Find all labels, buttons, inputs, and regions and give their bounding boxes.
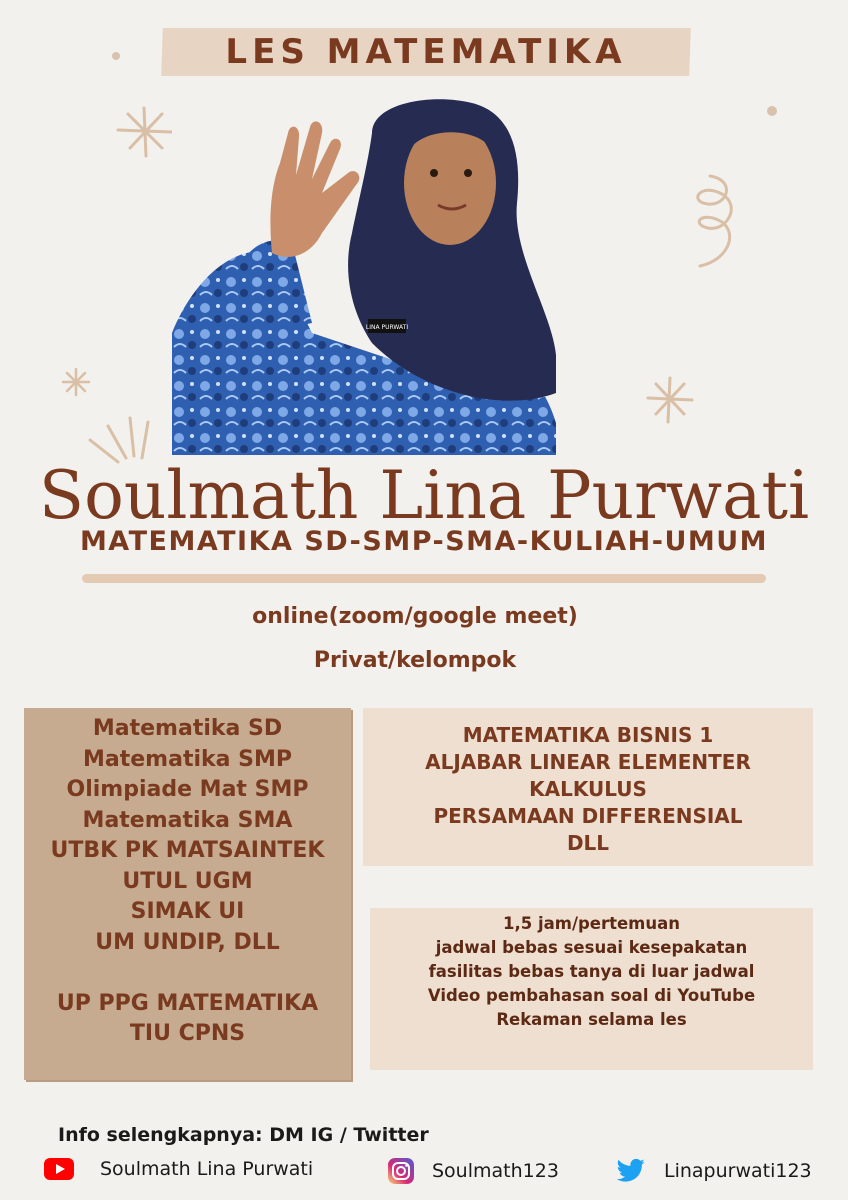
list-item: Video pembahasan soal di YouTube <box>427 986 756 1005</box>
list-item: UTUL UGM <box>122 868 253 894</box>
instagram-link[interactable] <box>388 1158 559 1184</box>
list-item: Matematika SMP <box>83 746 292 772</box>
list-spacer <box>24 958 351 989</box>
instagram-icon <box>388 1158 414 1184</box>
list-item: MATEMATIKA BISNIS 1 <box>462 723 714 747</box>
twitter-label: Linapurwati123 <box>664 1160 812 1182</box>
small-star-decoration-icon <box>60 366 92 398</box>
college-subjects-box <box>363 708 813 866</box>
youtube-link[interactable] <box>44 1158 313 1180</box>
list-item: Olimpiade Mat SMP <box>66 777 309 802</box>
twitter-icon <box>616 1158 646 1184</box>
divider <box>82 574 766 583</box>
list-item: fasilitas bebas tanya di luar jadwal <box>428 962 755 981</box>
instagram-label: Soulmath123 <box>432 1160 559 1182</box>
list-item: UM UNDIP, DLL <box>95 929 280 955</box>
dot-decoration <box>112 52 120 60</box>
name-badge-text: LINA PURWATI <box>365 324 409 331</box>
contact-info-text: Info selengkapnya: DM IG / Twitter <box>58 1124 429 1146</box>
school-subjects-box <box>24 708 351 1080</box>
list-item: SIMAK UI <box>130 899 245 924</box>
youtube-label: Soulmath Lina Purwati <box>100 1158 314 1180</box>
list-item: TIU CPNS <box>129 1021 246 1046</box>
sparkle-decoration-icon <box>644 374 696 426</box>
list-item: UP PPG MATEMATIKA <box>56 990 319 1016</box>
twitter-link[interactable] <box>616 1158 812 1184</box>
list-item: ALJABAR LINEAR ELEMENTER <box>425 750 751 774</box>
dot-decoration <box>767 106 777 116</box>
youtube-icon <box>44 1158 74 1180</box>
tutor-photo <box>172 93 556 455</box>
list-item: UTBK PK MATSAINTEK <box>50 838 325 863</box>
list-item: Matematika SMA <box>82 807 293 833</box>
list-item: Matematika SD <box>92 716 283 741</box>
list-item: KALKULUS <box>529 777 647 801</box>
page-title: LES MATEMATIKA <box>225 32 627 72</box>
features-box <box>370 908 813 1070</box>
list-item: DLL <box>566 831 610 855</box>
tutor-name: Soulmath Lina Purwati <box>38 457 810 534</box>
list-item: jadwal bebas sesuai kesepakatan <box>435 938 748 957</box>
sparkle-decoration-icon <box>112 104 178 160</box>
list-item: PERSAMAAN DIFFERENSIAL <box>433 804 743 828</box>
online-mode-text: online(zoom/google meet) <box>252 604 578 629</box>
list-item: Rekaman selama les <box>496 1010 687 1029</box>
list-item: 1,5 jam/pertemuan <box>502 914 681 933</box>
subjects-line: MATEMATIKA SD-SMP-SMA-KULIAH-UMUM <box>79 526 769 557</box>
swirl-decoration-icon <box>680 170 744 278</box>
class-type-text: Privat/kelompok <box>313 648 517 673</box>
